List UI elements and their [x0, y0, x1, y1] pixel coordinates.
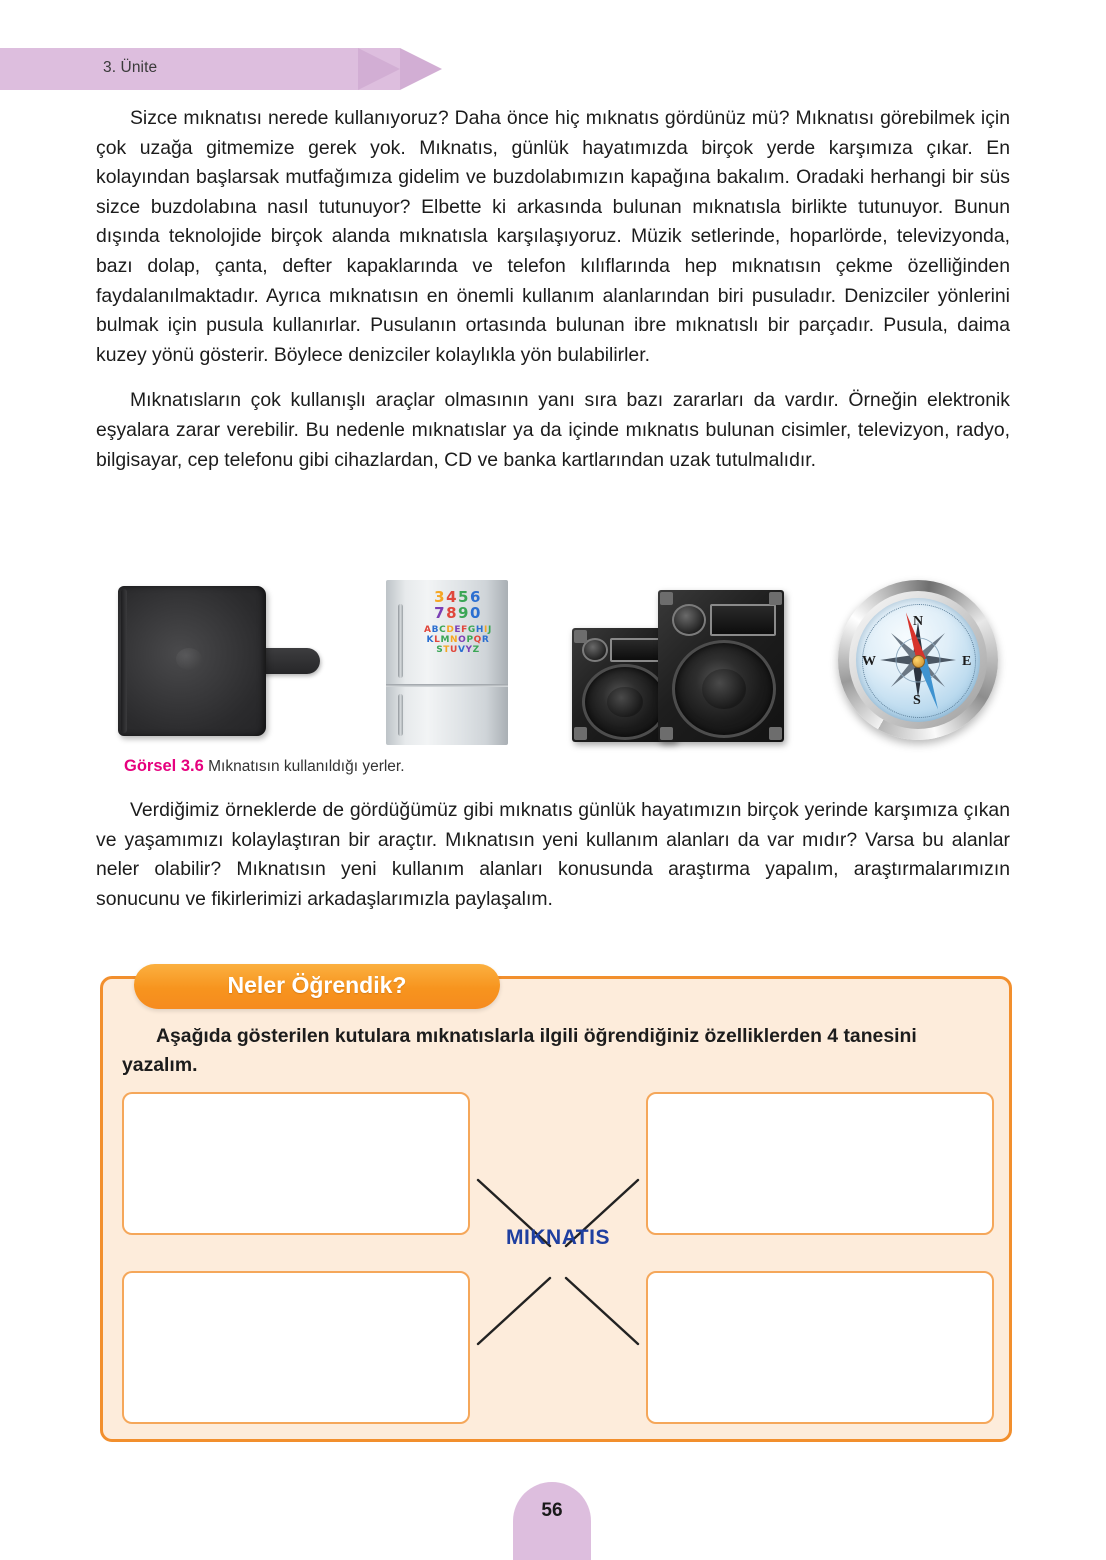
- what-did-we-learn-tab: [134, 964, 500, 1009]
- speaker-corner: [769, 727, 782, 740]
- diagram-connector-lines: [470, 1170, 646, 1354]
- figure-caption-text: Mıknatısın kullanıldığı yerler.: [208, 758, 405, 775]
- magnet-letters-group: [412, 626, 504, 656]
- magnet-letters-row-2: KLMNOPQR: [426, 634, 490, 645]
- compass-needle-hub: [912, 655, 925, 668]
- speaker-tweeter-icon: [672, 604, 706, 636]
- compass-label-east: E: [962, 654, 972, 669]
- loudspeakers-image: [566, 582, 792, 744]
- paragraph-3: Verdiğimiz örneklerde de gördüğümüz gibi mıknatıs günlük hayatımızın birçok yerinde karşımıza çıkan ve yaşamımızı kolaylaştıran bir araçtır. Mıknatısın yeni kullanım alanları da var mıdır? Varsa bu alanlar neler olabilir? Mıknatısın yeni kullanım alanları konusunda araştırma yapalım, araştırmalarımızın sonucunu ve fikirlerimizi arkadaşlarımızla paylaşalım.: [96, 799, 1010, 910]
- speaker-corner: [574, 630, 587, 643]
- notebook-emboss: [176, 648, 202, 670]
- what-did-we-learn-tab-title: Neler Öğrendik?: [227, 972, 407, 998]
- refrigerator-image: [386, 580, 508, 745]
- magnet-numbers-row-1: 3456: [434, 588, 482, 606]
- answer-box-bottom-left[interactable]: [122, 1271, 470, 1424]
- compass-image: [838, 580, 1004, 746]
- compass-label-west: W: [862, 654, 876, 669]
- magnet-letters-row-1: ABCDEFGHIJ: [424, 624, 492, 635]
- figure-caption: [124, 757, 405, 776]
- fridge-body: [386, 580, 508, 745]
- paragraph-1: Sizce mıknatısı nerede kullanıyoruz? Daha önce hiç mıknatıs gördünüz mü? Mıknatısı görebilmek için çok uzağa gitmemize gerek yok. Mıknatıs, günlük hayatımızda birçok yerde karşımıza çıkar. En kolayından başlarsak mutfağımıza gidelim ve buzdolabımızın kapağına bakalım. Oradaki herhangi bir süs sizce buzdolabına nasıl tutunuyor? Elbette ki arkasında bulunan mıknatısla birlikte tutunuyor. Bunun dışında teknolojide birçok alanda mıknatısla karşılaşıyoruz. Müzik setlerinde, hoparlörde, televizyonda, bazı dolap, çanta, defter kapaklarında ve telefon kılıflarında hep mıknatısın çekme özelliğinden faydalanılmaktadır. Ayrıca mıknatısın en önemli kullanım alanlarından biri pusuladır. Denizciler yönlerini bulmak için pusula kullanırlar. Pusulanın ortasında bulunan ibre mıknatıslı bir parçadır. Pusula, daima kuzey yönü gösterir. Böylece denizciler kolaylıkla yön bulabilirler.: [96, 107, 1010, 366]
- paragraph-2: Mıknatısların çok kullanışlı araçlar olmasının yanı sıra bazı zararları da vardır. Örneğin elektronik eşyalara zarar verebilir. Bu nedenle mıknatıslar ya da içinde mıknatıs bulunan cisimler, televizyon, radyo, bilgisayar, cep telefonu gibi cihazlardan, CD ve banka kartlarından uzak tutulmalıdır.: [96, 389, 1010, 471]
- notebook-spine: [121, 589, 127, 733]
- unit-label: 3. Ünite: [103, 59, 158, 76]
- article-body: [96, 104, 1010, 475]
- magnet-numbers-row-2: 7890: [434, 603, 482, 622]
- compass-label-north: N: [913, 614, 924, 629]
- fridge-magnet-group: [412, 590, 504, 678]
- speaker-woofer-icon: [672, 640, 776, 738]
- compass-rim: [838, 580, 998, 740]
- unit-banner: [0, 48, 400, 90]
- page-number-tab: [513, 1482, 591, 1560]
- magnet-letters-row-3: STUVYZ: [436, 645, 480, 656]
- fridge-handle-bottom: [398, 694, 403, 736]
- speaker-horn-port: [710, 604, 776, 636]
- speaker-corner: [660, 592, 673, 605]
- speaker-woofer-icon: [582, 664, 668, 740]
- speaker-corner: [574, 727, 587, 740]
- unit-banner-notch: [358, 48, 400, 90]
- answer-box-bottom-right[interactable]: [646, 1271, 994, 1424]
- speaker-corner: [769, 592, 782, 605]
- activity-instruction: Aşağıda gösterilen kutulara mıknatıslarla ilgili öğrendiğiniz özelliklerden 4 tanesini yazalım.: [122, 1025, 917, 1076]
- speaker-front: [658, 590, 784, 742]
- fridge-door-seam: [386, 684, 508, 687]
- diagram-center-label: MIKNATIS: [506, 1226, 610, 1249]
- compass-label-south: S: [913, 693, 921, 708]
- article-body-after-figure: [96, 796, 1010, 914]
- answer-box-top-right[interactable]: [646, 1092, 994, 1235]
- notebook-cover: [118, 586, 266, 736]
- fridge-handle-top: [398, 604, 403, 678]
- leather-notebook-image: [118, 586, 323, 738]
- figure-image-row: [96, 578, 1016, 748]
- page-number: 56: [541, 1500, 563, 1521]
- figure-caption-label: Görsel 3.6: [124, 757, 204, 775]
- unit-banner-arrow-icon: [400, 48, 442, 90]
- speaker-corner: [660, 727, 673, 740]
- notebook-strap: [258, 648, 320, 674]
- answer-box-top-left[interactable]: [122, 1092, 470, 1235]
